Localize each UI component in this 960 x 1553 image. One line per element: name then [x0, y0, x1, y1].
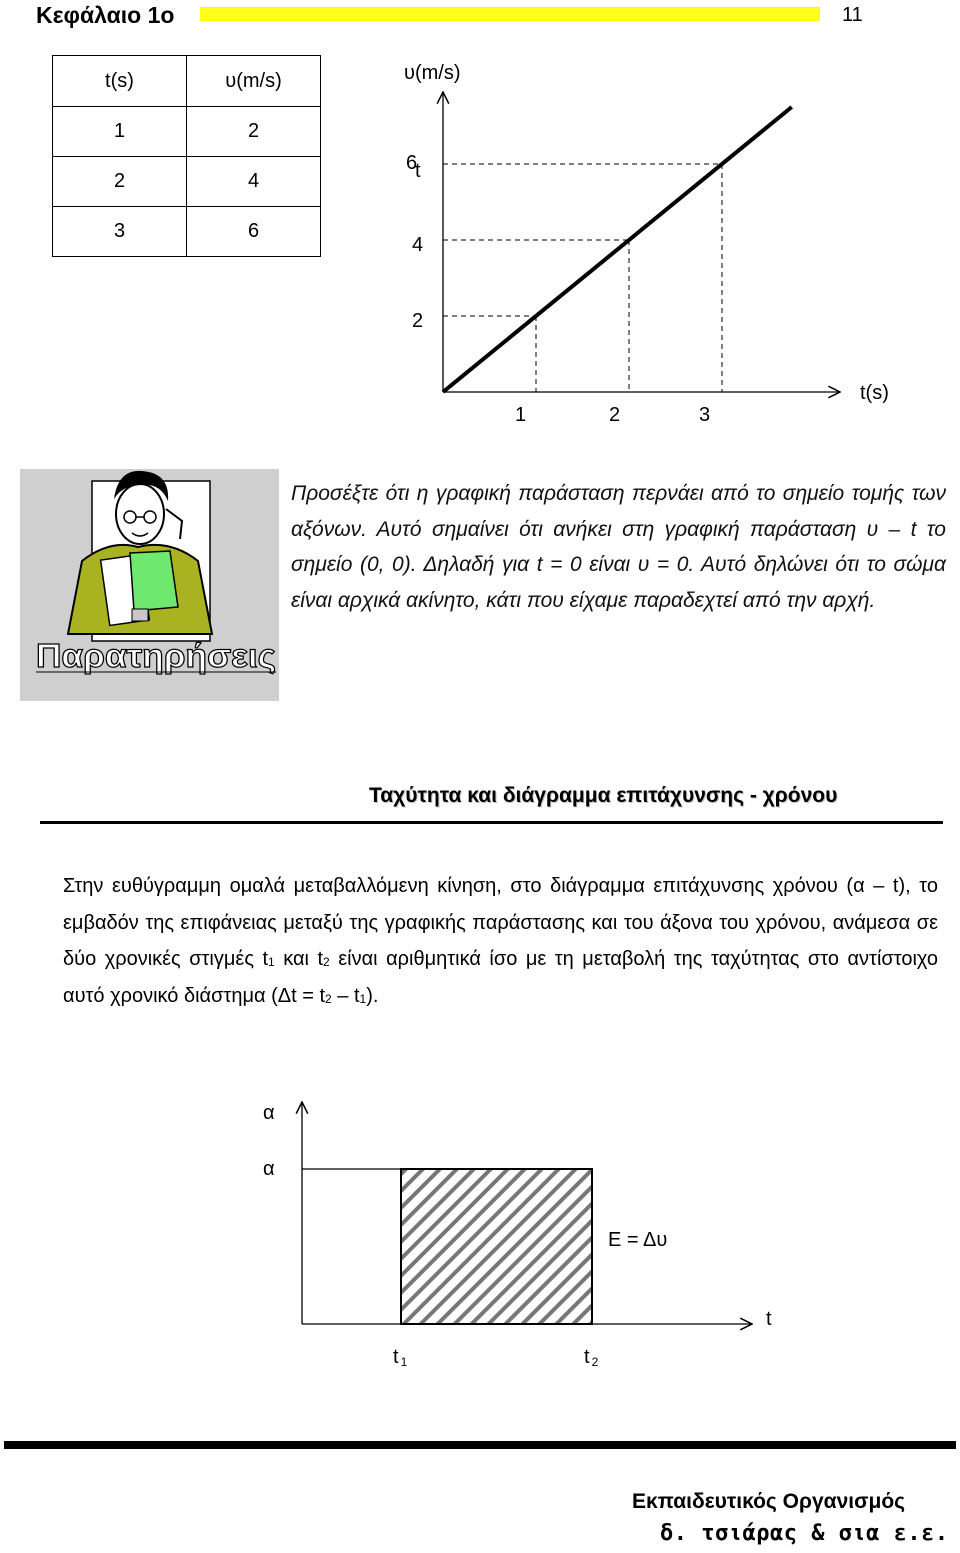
- subscript: 2: [323, 955, 330, 969]
- x-tick-label: 2: [609, 404, 621, 426]
- section-title: Ταχύτητα και διάγραμμα επιτάχυνσης - χρόνου: [369, 784, 838, 807]
- x-tick-label: 3: [699, 404, 711, 426]
- series-line: [443, 107, 792, 392]
- paragraph-text: – t: [331, 984, 360, 1007]
- y-tick-label: 2: [412, 310, 424, 332]
- x-axis-label: t: [766, 1308, 772, 1330]
- acceleration-time-graph: [0, 1080, 960, 1380]
- subscript: 1: [268, 955, 275, 969]
- velocity-time-graph: [0, 0, 960, 440]
- area-label: Ε = Δυ: [608, 1229, 668, 1251]
- observations-illustration: [20, 469, 279, 701]
- paragraph-text: και t: [274, 948, 324, 970]
- chapter-title: Κεφάλαιο 1ο: [36, 2, 175, 28]
- table-header-cell: υ(m/s): [187, 56, 321, 107]
- shaded-area: [401, 1169, 592, 1324]
- table-cell: 6: [187, 207, 321, 257]
- table-header-cell: t(s): [53, 56, 187, 107]
- table-cell: 2: [187, 107, 321, 157]
- subscript: 2: [325, 991, 332, 1006]
- footer-divider: [4, 1441, 956, 1449]
- x-tick-label: t 2: [584, 1346, 599, 1369]
- x-axis-label: t(s): [860, 382, 889, 404]
- section-paragraph: [63, 868, 938, 1014]
- footer-organization: Εκπαιδευτικός Οργανισμός: [632, 1490, 906, 1513]
- footer-company: δ. τσιάρας & σια ε.ε.: [660, 1521, 949, 1546]
- table-cell: 2: [53, 157, 187, 207]
- observations-image: [20, 469, 279, 701]
- observation-text: Προσέξτε ότι η γραφική παράσταση περνάει από το σημείο τομής των αξόνων. Αυτό σημαίνει ότι ανήκει στη γραφική παράσταση υ – t το σημείο (0, 0). Δηλαδή για t = 0 είναι υ = 0. Αυτό δηλώνει ότι το σώμα είναι αρχικά ακίνητο, κάτι που είχαμε παραδεχτεί από την αρχή.: [291, 482, 946, 612]
- x-tick-label: t 1: [393, 1346, 408, 1369]
- section-divider: [40, 821, 943, 824]
- table-cell: 1: [53, 107, 187, 157]
- table-cell: 4: [187, 157, 321, 207]
- x-tick-label: 1: [515, 404, 527, 426]
- y-tick-label: 4: [412, 234, 424, 256]
- table-cell: 3: [53, 207, 187, 257]
- page-number: 11: [842, 4, 863, 26]
- y-tick-label: 6: [406, 152, 418, 174]
- y-axis-label: α: [263, 1102, 275, 1124]
- stray-axis-letter: t: [415, 160, 421, 182]
- observations-caption: Παρατηρήσεις: [36, 637, 276, 674]
- paragraph-text: ).: [366, 984, 379, 1007]
- y-axis-label: υ(m/s): [404, 62, 461, 84]
- paragraph-text: είναι αριθμητικά ίσο με τη μεταβολή της ταχύτητας στο αντίστοιχο αυτό χρονικό διάστημα (Δt = t: [63, 948, 939, 1007]
- y-value-label: α: [263, 1158, 275, 1180]
- paragraph-text: Στην ευθύγραμμη ομαλά μεταβαλλόμενη κίνηση, στο διάγραμμα επιτάχυνσης χρόνου (α – t), το εμβαδόν της επιφάνειας μεταξύ της γραφικής παράστασης και του άξονα του χρόνου, ανάμεσα σε δύο χρονικές στιγμές t: [63, 875, 938, 970]
- subscript: 1: [359, 991, 367, 1006]
